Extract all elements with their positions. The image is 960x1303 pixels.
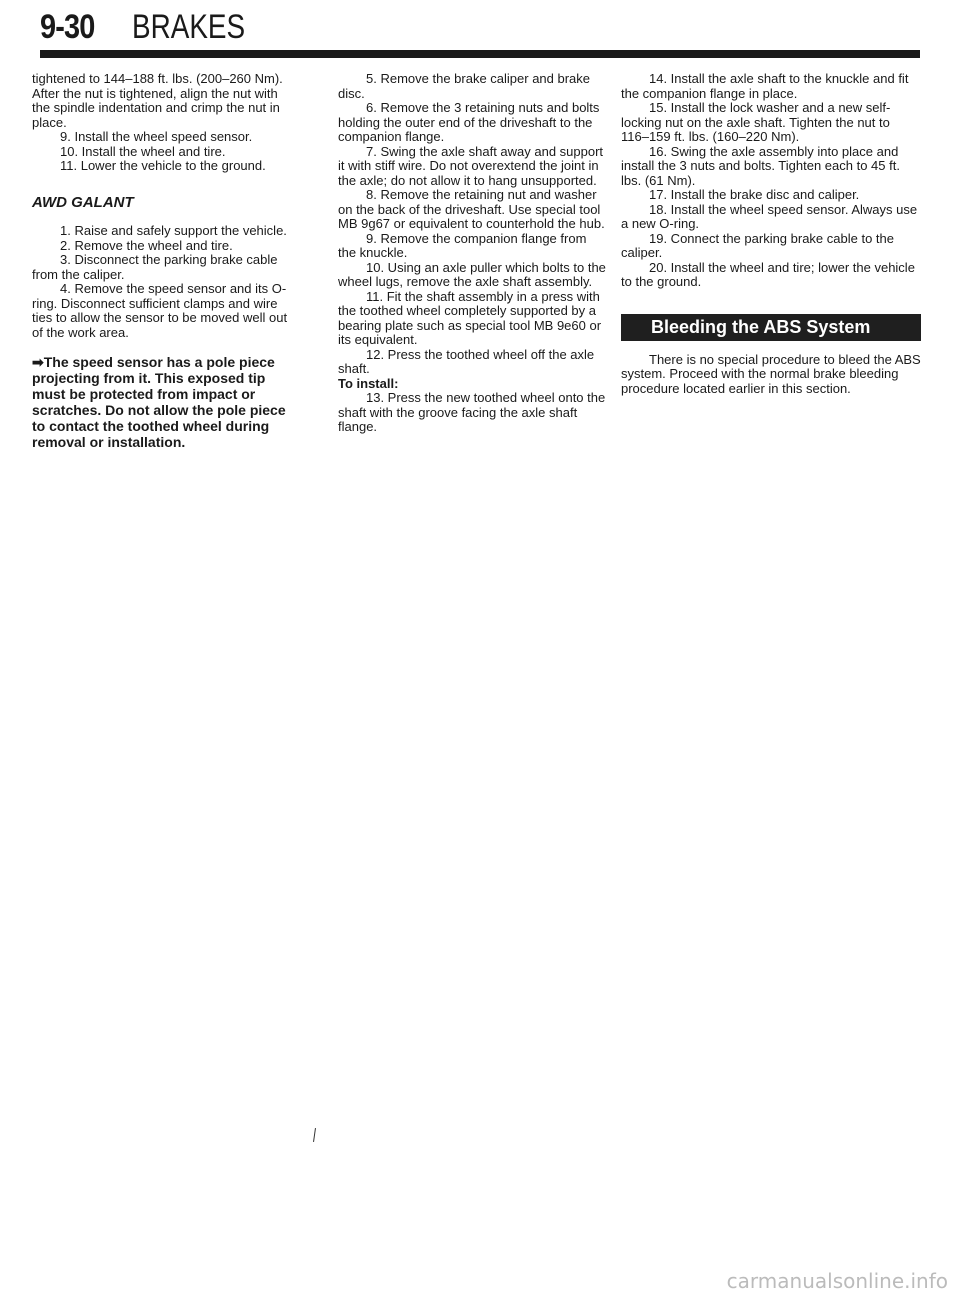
- step-12: 12. Press the toothed wheel off the axle shaft.: [338, 346, 595, 376]
- step-5: 5. Remove the brake caliper and brake disc.: [338, 71, 591, 101]
- step-1: 1. Raise and safely support the vehicle.: [60, 223, 287, 238]
- step-11: 11. Lower the vehicle to the ground.: [60, 158, 266, 173]
- step-7: 7. Swing the axle shaft away and support it with stiff wire. Do not overextend the joint in the axle; do not allow it to hang unsupported.: [338, 143, 604, 188]
- step-9: 9. Remove the companion flange from the knuckle.: [338, 230, 587, 260]
- step-13: 13. Press the new toothed wheel onto the shaft with the groove facing the axle shaft flange.: [338, 390, 606, 434]
- step-11: 11. Fit the shaft assembly in a press with the toothed wheel completely supported by a bearing plate such as special tool MB 9e60 or its equivalent.: [338, 288, 602, 347]
- step-20: 20. Install the wheel and tire; lower the vehicle to the ground.: [621, 259, 915, 289]
- page-number: 9-30: [40, 8, 95, 46]
- caution-note: ➡The speed sensor has a pole piece projecting from it. This exposed tip must be protected from impact or scratches. Do not allow the pole piece to contact the toothed wheel during removal or installation.: [32, 354, 286, 450]
- section-banner: Bleeding the ABS System: [621, 314, 921, 341]
- step-8: 8. Remove the retaining nut and washer on the back of the driveshaft. Use special tool MB 9g67 or equivalent to counterhold the hub.: [338, 187, 605, 231]
- step-16: 16. Swing the axle assembly into place and install the 3 nuts and bolts. Tighten each to 45 ft. lbs. (61 Nm).: [621, 143, 900, 188]
- step-14: 14. Install the axle shaft to the knuckle and fit the companion flange in place.: [621, 71, 909, 101]
- install-heading: To install:: [338, 375, 399, 391]
- step-4: 4. Remove the speed sensor and its O-ring. Disconnect sufficient clamps and wire ties to allow the sensor to be moved well out of the work area.: [32, 281, 288, 340]
- step-19: 19. Connect the parking brake cable to the caliper.: [621, 230, 894, 260]
- step-2: 2. Remove the wheel and tire.: [60, 237, 233, 253]
- paragraph: tightened to 144–188 ft. lbs. (200–260 Nm). After the nut is tightened, align the nut with the spindle indentation and crimp the nut in place.: [32, 71, 283, 130]
- step-17: 17. Install the brake disc and caliper.: [649, 187, 860, 202]
- column-2: [338, 72, 608, 435]
- step-15: 15. Install the lock washer and a new self-locking nut on the axle shaft. Tighten the nut to 116–159 ft. lbs. (160–220 Nm).: [621, 100, 891, 144]
- step-9: 9. Install the wheel speed sensor.: [60, 129, 253, 144]
- step-6: 6. Remove the 3 retaining nuts and bolts holding the outer end of the driveshaft to the companion flange.: [338, 100, 600, 144]
- column-3: [621, 72, 921, 396]
- stray-mark: [313, 1128, 316, 1142]
- step-18: 18. Install the wheel speed sensor. Always use a new O-ring.: [621, 201, 918, 231]
- bleed-paragraph: There is no special procedure to bleed the ABS system. Proceed with the normal brake bleeding procedure located earlier in this section.: [621, 351, 921, 396]
- section-title: BRAKES: [132, 8, 246, 46]
- subheading: AWD GALANT: [32, 193, 134, 211]
- header-rule: [40, 50, 920, 58]
- watermark: carmanualsonline.info: [726, 1269, 948, 1293]
- page-header: [40, 8, 246, 48]
- step-10: 10. Using an axle puller which bolts to the wheel lugs, remove the axle shaft assembly.: [338, 259, 606, 289]
- column-1: [32, 72, 294, 450]
- step-10: 10. Install the wheel and tire.: [60, 143, 226, 159]
- step-3: 3. Disconnect the parking brake cable from the caliper.: [32, 252, 278, 282]
